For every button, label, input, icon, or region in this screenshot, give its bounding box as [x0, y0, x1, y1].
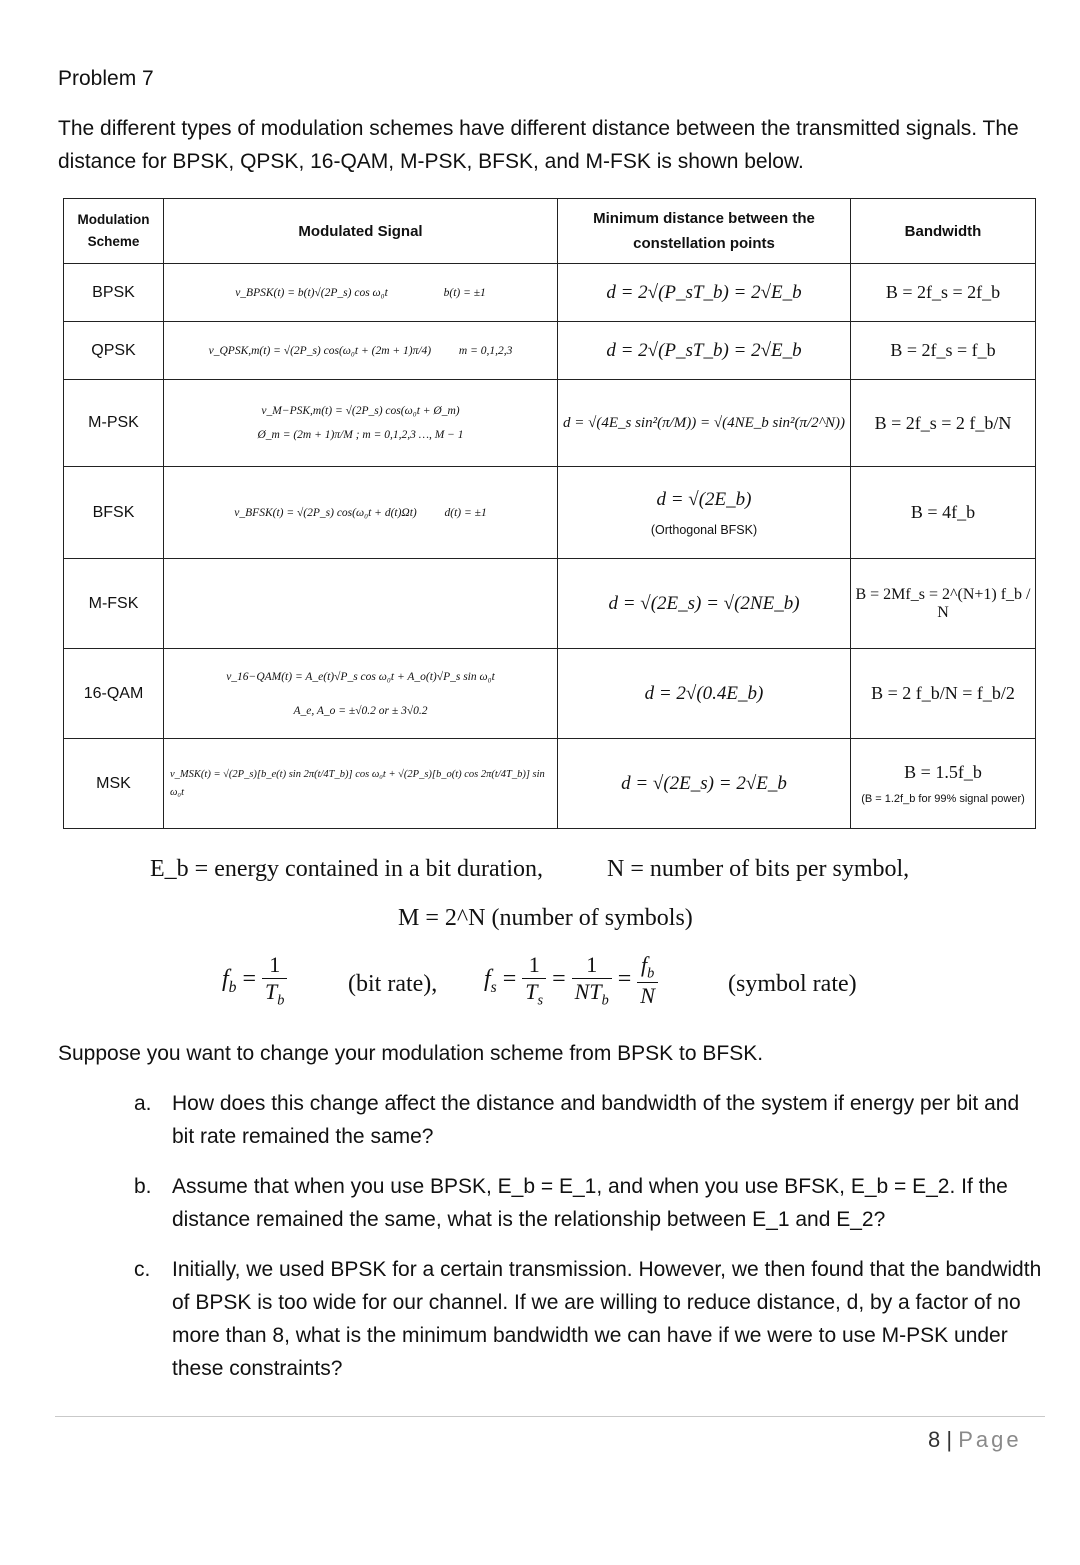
signal-note: A_e, A_o = ±√0.2 or ± 3√0.2: [293, 704, 428, 717]
signal-note: m = 0,1,2,3: [458, 344, 513, 357]
distance-bfsk: [558, 467, 851, 559]
scheme-bpsk: BPSK: [64, 264, 164, 322]
distance-mfsk: d = √(2E_s) = √(2NE_b): [558, 559, 851, 649]
signal-note: Ø_m = (2m + 1)π/M ; m = 0,1,2,3 …, M − 1: [257, 429, 464, 441]
symbol-rate-label: (symbol rate): [728, 971, 857, 997]
scheme-16qam: 16-QAM: [64, 649, 164, 739]
scheme-mpsk: M-PSK: [64, 380, 164, 467]
signal-formula: v_M−PSK,m(t) = √(2P_s) cos(ω₀t + Ø_m): [261, 405, 460, 417]
problem-title: Problem 7: [58, 67, 154, 90]
distance-bpsk: d = 2√(P_sT_b) = 2√E_b: [558, 264, 851, 322]
header-bandwidth: Bandwidth: [851, 199, 1036, 264]
page-separator: |: [946, 1427, 953, 1452]
signal-qpsk: [164, 322, 558, 380]
question-text: Assume that when you use BPSK, E_b = E_1, and when you use BFSK, E_b = E_2. If the distance remained the same, what is the relationship between E_1 and E_2?: [172, 1175, 1008, 1231]
question-letter: c.: [134, 1258, 151, 1281]
table-header-row: [64, 199, 1036, 264]
def-eb: E_b = energy contained in a bit duration,: [150, 856, 543, 882]
bit-rate-label: (bit rate),: [348, 971, 438, 997]
bandwidth-16qam: B = 2 f_b/N = f_b/2: [851, 649, 1036, 739]
table-row: [64, 467, 1036, 559]
bandwidth-msk: [851, 739, 1036, 829]
scheme-msk: MSK: [64, 739, 164, 829]
signal-formula: v_BFSK(t) = √(2P_s) cos(ω₀t + d(t)Ωt): [234, 506, 417, 519]
question-text: Initially, we used BPSK for a certain transmission. However, we then found that the bandwidth of BPSK is too wide for our channel. If we are willing to reduce distance, d, by a factor of no more than 8, what is the minimum bandwidth we can have if we were to use M-PSK under these constraints?: [172, 1258, 1042, 1380]
signal-mpsk: [164, 380, 558, 467]
scheme-bfsk: BFSK: [64, 467, 164, 559]
header-scheme: Modulation Scheme: [64, 199, 164, 264]
signal-mfsk: [164, 559, 558, 649]
signal-msk: v_MSK(t) = √(2P_s)[b_e(t) sin 2π(t/4T_b)] cos ω₀t + √(2P_s)[b_o(t) cos 2π(t/4T_b)] sin ω₀t: [164, 739, 558, 829]
scenario-text: Suppose you want to change your modulation scheme from BPSK to BFSK.: [58, 1042, 764, 1065]
bandwidth-mfsk: B = 2Mf_s = 2^(N+1) f_b / N: [851, 559, 1036, 649]
page-number-value: 8: [928, 1427, 941, 1452]
header-distance: Minimum distance between the constellation points: [558, 199, 851, 264]
signal-formula: v_QPSK,m(t) = √(2P_s) cos(ω₀t + (2m + 1)π/4): [208, 344, 432, 357]
table-row: [64, 264, 1036, 322]
distance-msk: d = √(2E_s) = 2√E_b: [558, 739, 851, 829]
page-number: [928, 1427, 1022, 1453]
header-signal: Modulated Signal: [164, 199, 558, 264]
bandwidth-qpsk: B = 2f_s = f_b: [851, 322, 1036, 380]
signal-16qam: [164, 649, 558, 739]
bandwidth-bfsk: B = 4f_b: [851, 467, 1036, 559]
bandwidth-formula: B = 1.5f_b: [904, 762, 982, 782]
scheme-qpsk: QPSK: [64, 322, 164, 380]
table-row: [64, 559, 1036, 649]
footer-divider: [55, 1416, 1045, 1417]
signal-note: b(t) = ±1: [443, 286, 486, 299]
distance-mpsk: d = √(4E_s sin²(π/M)) = √(4NE_b sin²(π/2^N)): [558, 380, 851, 467]
signal-formula: v_BPSK(t) = b(t)√(2P_s) cos ω₀t: [235, 286, 388, 299]
signal-formula: v_16−QAM(t) = A_e(t)√P_s cos ω₀t + A_o(t)√P_s sin ω₀t: [226, 670, 495, 683]
signal-bfsk: [164, 467, 558, 559]
question-text: How does this change affect the distance and bandwidth of the system if energy per bit and bit rate remained the same?: [172, 1092, 1020, 1148]
table-row: [64, 322, 1036, 380]
signal-note: d(t) = ±1: [444, 506, 487, 519]
question-letter: b.: [134, 1175, 152, 1198]
table-row: [64, 380, 1036, 467]
bandwidth-bpsk: B = 2f_s = 2f_b: [851, 264, 1036, 322]
def-n: N = number of bits per symbol,: [607, 856, 910, 882]
bandwidth-mpsk: B = 2f_s = 2 f_b/N: [851, 380, 1036, 467]
distance-note: (Orthogonal BFSK): [650, 522, 758, 537]
distance-qpsk: d = 2√(P_sT_b) = 2√E_b: [558, 322, 851, 380]
table-row: [64, 649, 1036, 739]
distance-formula: d = √(2E_b): [656, 488, 752, 510]
bit-rate-formula: $f_b$ = $\frac{1}{T_b}$: [222, 952, 287, 1009]
scheme-mfsk: M-FSK: [64, 559, 164, 649]
table-row: [64, 739, 1036, 829]
symbol-rate-formula: $f_s$ = $\frac{1}{T_s}$ = $\frac{1}{NT_b}$ = $\frac{f_b}{N}$: [484, 952, 658, 1009]
page-word: Page: [958, 1427, 1022, 1452]
signal-bpsk: [164, 264, 558, 322]
question-letter: a.: [134, 1092, 152, 1115]
intro-paragraph: The different types of modulation schemes have different distance between the transmitted signals. The distance for BPSK, QPSK, 16-QAM, M-PSK, BFSK, and M-FSK is shown below.: [58, 117, 1019, 173]
bandwidth-note: (B = 1.2f_b for 99% signal power): [861, 793, 1025, 805]
def-m: M = 2^N (number of symbols): [398, 905, 693, 931]
modulation-table: [63, 198, 1036, 829]
distance-16qam: d = 2√(0.4E_b): [558, 649, 851, 739]
